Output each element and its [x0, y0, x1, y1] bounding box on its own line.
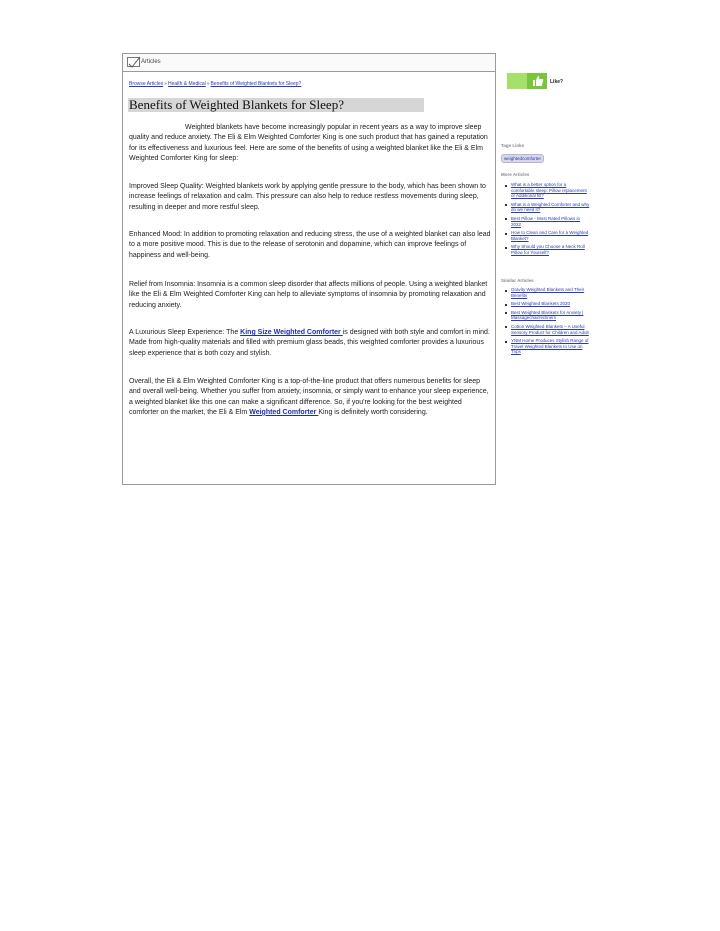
more-article-link[interactable]: Best Pillow - Most Rated Pillows in 2022: [505, 216, 591, 227]
article-paragraph-intro: Weighted blankets have become increasingly popular in recent years as a way to improve sleep quality and reduce anxiety. The Eli & Elm Weighted Comforter King is one such product that has gained a reputation for its effectiveness and luxurious feel. Here are some of the benefits of using a weighted blanket like the Eli & Elm Weighted Comforter King for sleep:: [129, 124, 488, 162]
breadcrumb-separator: »: [164, 81, 167, 87]
articles-logo-icon: [127, 57, 140, 67]
breadcrumb-health-medical[interactable]: Health & Medical: [167, 81, 206, 87]
article-paragraph-luxurious: A Luxurious Sleep Experience: The King Size Weighted Comforter is designed with both style and comfort in mind. Made from high-quality materials and filled with premium glass beads, this weighted comforter provides a luxurious sleep experience that is both cozy and stylish.: [129, 329, 490, 357]
panel-title: Articles: [141, 59, 161, 65]
article-paragraph-overall: Overall, the Eli & Elm Weighted Comforter King is a top-of-the-line product that offers numerous benefits for sleep and overall well-being. Whether you suffer from anxiety, insomnia, or simply want to enhance your sleep experience, a weighted blanket like this one can make a significant difference. So, if you're looking for the best weighted comforter on the market, the Eli & Elm Weighted Comforter King is definitely worth considering.: [129, 378, 489, 416]
breadcrumb-separator: »: [206, 81, 210, 87]
article-panel: [122, 53, 496, 485]
more-article-link[interactable]: What is a Weighted Comforter and why do we need it?: [505, 202, 591, 213]
article-title: Benefits of Weighted Blankets for Sleep?: [128, 98, 424, 112]
similar-article-link[interactable]: Gravity Weighted Blankets and Their Benefits: [505, 287, 591, 298]
article-paragraph-mood: Enhanced Mood: In addition to promoting relaxation and reducing stress, the use of a weighted blanket can also lead to a more positive mood. This is due to the release of serotonin and dopamine, which can improve feelings of happiness and well-being.: [129, 231, 491, 259]
tag-weightedcomforter[interactable]: weightedcomforter: [501, 154, 544, 163]
similar-article-link[interactable]: Best Weighted Blankets for Anxiety | Massagechairrecliners: [505, 310, 591, 321]
similar-articles-list: [505, 287, 591, 358]
king-size-weighted-comforter-link[interactable]: King Size Weighted Comforter: [240, 329, 343, 336]
similar-article-link[interactable]: Cotton Weighted Blankets – A Useful Sensory Product for Children and Adult: [505, 324, 591, 335]
panel-header: [123, 54, 495, 72]
similar-article-link[interactable]: Best Weighted Blankets 2020: [505, 301, 591, 307]
more-article-link[interactable]: What is a better option for a comfortable sleep: Pillow replacement or Additional fill?: [505, 182, 591, 199]
more-article-link[interactable]: Why Should you Choose a Neck Roll Pillow for Yourself?: [505, 244, 591, 255]
more-articles-list: [505, 182, 591, 259]
breadcrumb-current-article[interactable]: Benefits of Weighted Blankets for Sleep?: [210, 81, 302, 87]
thumbs-up-icon: [532, 75, 544, 87]
article-paragraph-insomnia: Relief from Insomnia: Insomnia is a common sleep disorder that affects millions of people. Using a weighted blanket like the Eli & Elm Weighted Comforter King can help to alleviate symptoms of insomnia by promoting relaxation and reducing anxiety.: [129, 281, 488, 309]
similar-articles-heading: Similar Articles: [501, 278, 534, 283]
breadcrumb: [129, 81, 301, 87]
similar-article-link[interactable]: YNM Home Produces Stylish Range of Travel Weighted Blankets to Use on Trips: [505, 338, 591, 355]
weighted-comforter-link[interactable]: Weighted Comforter: [249, 408, 319, 416]
like-label: Like?: [550, 79, 564, 85]
breadcrumb-browse-articles[interactable]: Browse Articles: [129, 81, 164, 87]
like-button[interactable]: [507, 73, 547, 89]
article-paragraph-sleep-quality: Improved Sleep Quality: Weighted blankets work by applying gentle pressure to the body, which has been shown to increase feelings of relaxation and calm. This pressure can also help to reduce restless movements during sleep, resulting in deeper and more restful sleep.: [129, 183, 486, 211]
more-article-link[interactable]: How to Clean and Care for a Weighted Blanket?: [505, 230, 591, 241]
tags-links-heading: Tags Links: [501, 143, 525, 148]
more-articles-heading: More Articles: [501, 172, 530, 177]
